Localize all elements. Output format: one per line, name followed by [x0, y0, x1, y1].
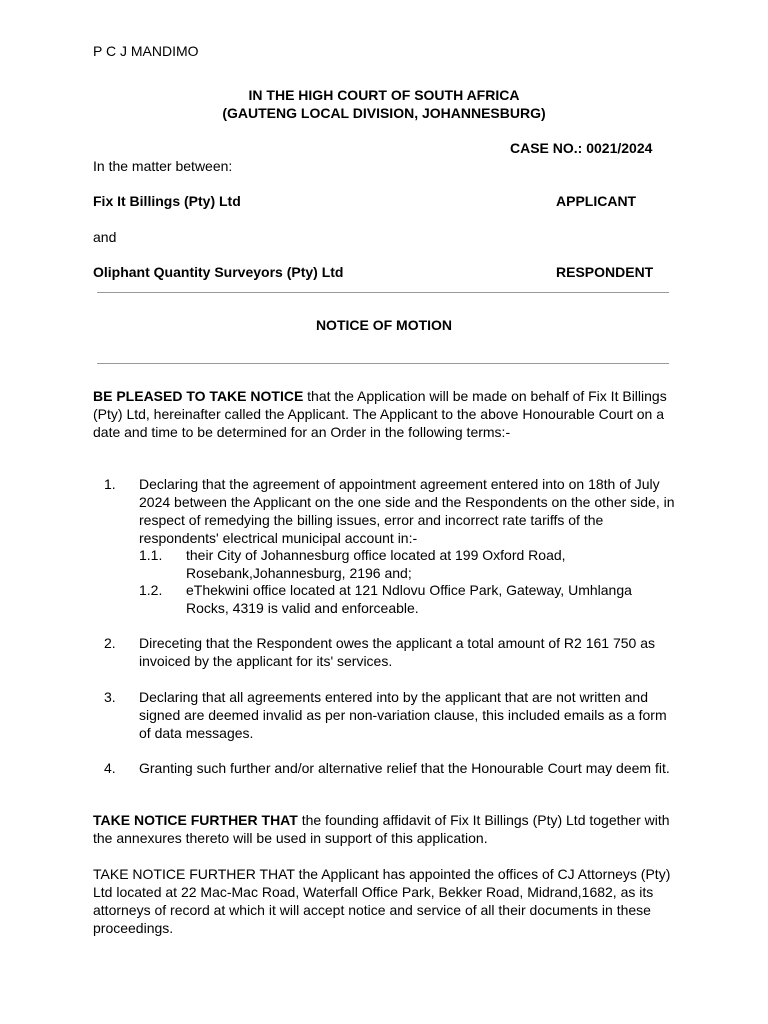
list-item-text: Granting such further and/or alternative relief that the Honourable Court may deem fit.	[139, 760, 670, 776]
and-label: and	[93, 229, 117, 245]
list-item-text: Declaring that all agreements entered into by the applicant that are not written and signed are deemed invalid as per non-variation clause, this included emails as a form of data messages.	[139, 689, 667, 741]
list-item-number: 2.	[104, 635, 116, 651]
list-item-text: Declaring that the agreement of appointment agreement entered into on 18th of July 2024 between the Applicant on the one side and the Respondents on the other side, in respect of remedying the billing issues, error and incorrect rate tariffs of the respondents' electrical municipal account in:-	[139, 476, 675, 546]
court-title-line2: (GAUTENG LOCAL DIVISION, JOHANNESBURG)	[222, 105, 546, 121]
sub-item-number: 1.1.	[139, 547, 163, 563]
intro-paragraph	[93, 387, 678, 441]
applicant-role: APPLICANT	[556, 193, 637, 209]
list-item-number: 1.	[104, 476, 116, 492]
attorneys-paragraph: TAKE NOTICE FURTHER THAT the Applicant has appointed the offices of CJ Attorneys (Pty) Ltd located at 22 Mac-Mac Road, Waterfall Office Park, Bekker Road, Midrand,1682, as its attorneys of record at which it will accept notice and service of all their documents in these proceedings.	[93, 866, 671, 936]
divider-top	[97, 292, 669, 293]
list-item-number: 4.	[104, 760, 116, 776]
sub-item-text: eThekwini office located at 121 Ndlovu Office Park, Gateway, Umhlanga Rocks, 4319 is valid and enforceable.	[186, 582, 632, 616]
applicant-name: Fix It Billings (Pty) Ltd	[93, 193, 241, 209]
court-title-line1: IN THE HIGH COURT OF SOUTH AFRICA	[248, 87, 520, 103]
intro-lead: BE PLEASED TO TAKE NOTICE	[93, 388, 304, 404]
document-title: NOTICE OF MOTION	[315, 317, 453, 333]
case-number: CASE NO.: 0021/2024	[510, 140, 653, 156]
sub-item-number: 1.2.	[139, 582, 163, 598]
further-notice-paragraph	[93, 811, 678, 847]
intro-text: that the Application will be made on behalf of Fix It Billings (Pty) Ltd, hereinafter called the Applicant. The Applicant to the above Honourable Court on a date and time to be determined for an Order in the following terms:-	[93, 388, 667, 440]
author-line: P C J MANDIMO	[93, 43, 199, 59]
further-notice-lead: TAKE NOTICE FURTHER THAT	[93, 812, 298, 828]
sub-item-text: their City of Johannesburg office located at 199 Oxford Road, Rosebank,Johannesburg, 2196 and;	[186, 547, 566, 581]
list-item-text: Direceting that the Respondent owes the applicant a total amount of R2 161 750 as invoiced by the applicant for its' services.	[139, 635, 656, 669]
divider-bottom	[97, 363, 669, 364]
matter-between-label: In the matter between:	[93, 158, 233, 174]
list-item-number: 3.	[104, 689, 116, 705]
further-notice-text: the founding affidavit of Fix It Billings (Pty) Ltd together with the annexures thereto will be used in support of this application.	[93, 812, 670, 846]
respondent-name: Oliphant Quantity Surveyors (Pty) Ltd	[93, 264, 344, 280]
respondent-role: RESPONDENT	[556, 264, 654, 280]
